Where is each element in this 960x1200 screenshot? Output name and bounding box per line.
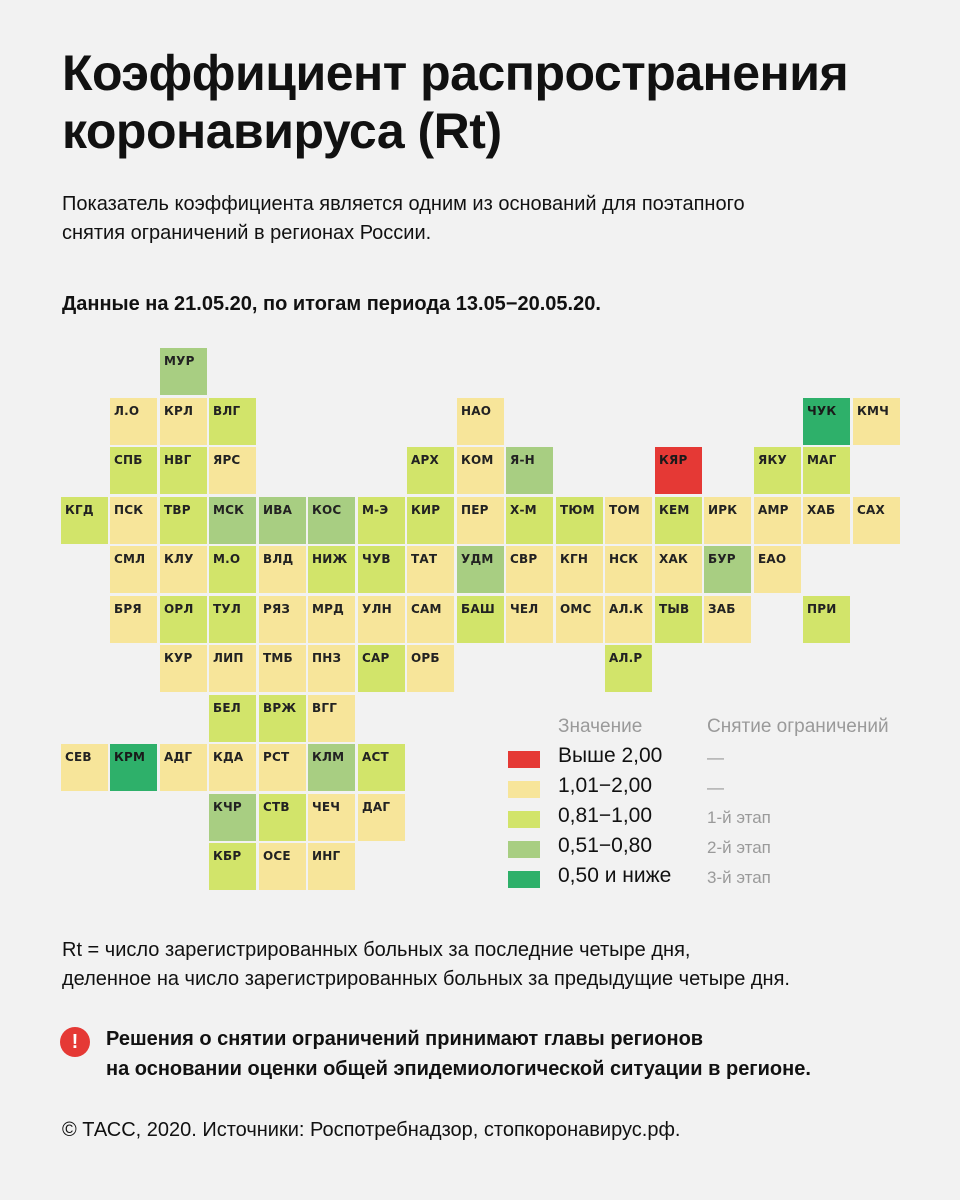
legend-stage: 2-й этап: [707, 838, 771, 857]
region-tile-19: МСК: [209, 497, 256, 544]
region-tile-7: СПБ: [110, 447, 157, 494]
legend-item: [508, 864, 928, 894]
legend-stage: 1-й этап: [707, 808, 771, 827]
region-tile-51: МРД: [308, 596, 355, 643]
subtitle-line-1: Показатель коэффициента является одним из оснований для поэтапного: [62, 193, 745, 215]
region-tile-66: ОРБ: [407, 645, 454, 692]
region-tile-71: СЕВ: [61, 744, 108, 791]
region-tile-27: ТОМ: [605, 497, 652, 544]
note-line-2: на основании оценки общей эпидемиологической ситуации в регионе.: [106, 1058, 811, 1080]
region-tile-0: МУР: [160, 348, 207, 395]
region-tile-60: ПРИ: [803, 596, 850, 643]
region-tile-44: ХАК: [655, 546, 702, 593]
title-line-1: Коэффициент распространения: [62, 45, 849, 101]
legend-swatch: [508, 781, 540, 798]
region-tile-33: СМЛ: [110, 546, 157, 593]
legend-value-header: Значение: [558, 716, 643, 737]
region-tile-2: КРЛ: [160, 398, 207, 445]
region-tile-25: Х-М: [506, 497, 553, 544]
region-tile-14: ЯКУ: [754, 447, 801, 494]
region-tile-73: АДГ: [160, 744, 207, 791]
region-tile-78: КЧР: [209, 794, 256, 841]
legend-swatch: [508, 811, 540, 828]
region-tile-59: ЗАБ: [704, 596, 751, 643]
note-line-1: Решения о снятии ограничений принимают главы регионов: [106, 1028, 704, 1050]
region-tile-20: ИВА: [259, 497, 306, 544]
region-tile-11: КОМ: [457, 447, 504, 494]
region-tile-17: ПСК: [110, 497, 157, 544]
legend-swatch: [508, 841, 540, 858]
region-tile-40: УДМ: [457, 546, 504, 593]
region-tile-15: МАГ: [803, 447, 850, 494]
page-title: [62, 44, 922, 160]
region-tile-49: ТУЛ: [209, 596, 256, 643]
legend-stage: —: [707, 778, 724, 797]
formula-line-2: деленное на число зарегистрированных больных за предыдущие четыре дня.: [62, 968, 790, 990]
region-tile-83: ОСЕ: [259, 843, 306, 890]
region-tile-65: САР: [358, 645, 405, 692]
region-tile-62: ЛИП: [209, 645, 256, 692]
region-tile-55: ЧЕЛ: [506, 596, 553, 643]
region-tile-10: АРХ: [407, 447, 454, 494]
region-tile-79: СТВ: [259, 794, 306, 841]
region-tile-53: САМ: [407, 596, 454, 643]
region-tile-81: ДАГ: [358, 794, 405, 841]
region-tile-35: М.О: [209, 546, 256, 593]
region-tile-32: САХ: [853, 497, 900, 544]
legend-item: [508, 774, 928, 804]
legend-label: Выше 2,00: [558, 744, 663, 767]
region-tile-24: ПЕР: [457, 497, 504, 544]
region-tile-43: НСК: [605, 546, 652, 593]
legend-label: 0,50 и ниже: [558, 864, 672, 887]
region-tile-12: Я-Н: [506, 447, 553, 494]
region-tile-39: ТАТ: [407, 546, 454, 593]
region-tile-64: ПНЗ: [308, 645, 355, 692]
region-tile-37: НИЖ: [308, 546, 355, 593]
region-tile-29: ИРК: [704, 497, 751, 544]
region-tile-63: ТМБ: [259, 645, 306, 692]
legend-item: [508, 804, 928, 834]
region-tile-3: ВЛГ: [209, 398, 256, 445]
region-tile-70: ВГГ: [308, 695, 355, 742]
region-tile-1: Л.О: [110, 398, 157, 445]
region-tile-21: КОС: [308, 497, 355, 544]
region-tile-50: РЯЗ: [259, 596, 306, 643]
legend-item: [508, 834, 928, 864]
legend-stage: 3-й этап: [707, 868, 771, 887]
region-tile-48: ОРЛ: [160, 596, 207, 643]
region-tile-47: БРЯ: [110, 596, 157, 643]
title-line-2: коронавируса (Rt): [62, 103, 502, 159]
legend-swatch: [508, 751, 540, 768]
region-tile-74: КДА: [209, 744, 256, 791]
region-tile-54: БАШ: [457, 596, 504, 643]
region-tile-13: КЯР: [655, 447, 702, 494]
region-tile-56: ОМС: [556, 596, 603, 643]
region-tile-16: КГД: [61, 497, 108, 544]
region-tile-77: АСТ: [358, 744, 405, 791]
region-tile-4: НАО: [457, 398, 504, 445]
formula-line-1: Rt = число зарегистрированных больных за последние четыре дня,: [62, 939, 691, 961]
legend-item: [508, 744, 928, 774]
region-tile-8: НВГ: [160, 447, 207, 494]
region-tile-26: ТЮМ: [556, 497, 603, 544]
exclamation-icon: !: [60, 1027, 90, 1057]
region-tile-31: ХАБ: [803, 497, 850, 544]
region-tile-22: М-Э: [358, 497, 405, 544]
region-tile-41: СВР: [506, 546, 553, 593]
date-line: Данные на 21.05.20, по итогам периода 13.05−20.05.20.: [62, 293, 601, 315]
region-tile-46: ЕАО: [754, 546, 801, 593]
region-tile-9: ЯРС: [209, 447, 256, 494]
legend-stage: —: [707, 748, 724, 767]
region-tile-82: КБР: [209, 843, 256, 890]
region-tile-30: АМР: [754, 497, 801, 544]
formula: [62, 936, 942, 994]
region-tile-76: КЛМ: [308, 744, 355, 791]
legend: [508, 716, 928, 896]
region-tile-23: КИР: [407, 497, 454, 544]
footer-source: © ТАСС, 2020. Источники: Роспотребнадзор, стопкоронавирус.рф.: [62, 1119, 681, 1141]
region-tile-80: ЧЕЧ: [308, 794, 355, 841]
legend-label: 0,51−0,80: [558, 834, 653, 857]
legend-label: 0,81−1,00: [558, 804, 653, 827]
region-tile-28: КЕМ: [655, 497, 702, 544]
region-tile-45: БУР: [704, 546, 751, 593]
note: [106, 1024, 936, 1084]
region-tile-61: КУР: [160, 645, 207, 692]
legend-swatch: [508, 871, 540, 888]
region-tile-58: ТЫВ: [655, 596, 702, 643]
region-tile-34: КЛУ: [160, 546, 207, 593]
legend-label: 1,01−2,00: [558, 774, 653, 797]
region-tile-69: ВРЖ: [259, 695, 306, 742]
subtitle-line-2: снятия ограничений в регионах России.: [62, 222, 432, 244]
legend-stage-header: Снятие ограничений: [707, 716, 889, 737]
region-tile-52: УЛН: [358, 596, 405, 643]
region-tile-38: ЧУВ: [358, 546, 405, 593]
region-tile-67: АЛ.Р: [605, 645, 652, 692]
region-tile-42: КГН: [556, 546, 603, 593]
region-tile-5: ЧУК: [803, 398, 850, 445]
subtitle: [62, 190, 922, 248]
region-tile-84: ИНГ: [308, 843, 355, 890]
region-tile-6: КМЧ: [853, 398, 900, 445]
region-tile-68: БЕЛ: [209, 695, 256, 742]
region-tile-36: ВЛД: [259, 546, 306, 593]
region-tile-57: АЛ.К: [605, 596, 652, 643]
region-tile-72: КРМ: [110, 744, 157, 791]
region-tile-18: ТВР: [160, 497, 207, 544]
region-tile-75: РСТ: [259, 744, 306, 791]
